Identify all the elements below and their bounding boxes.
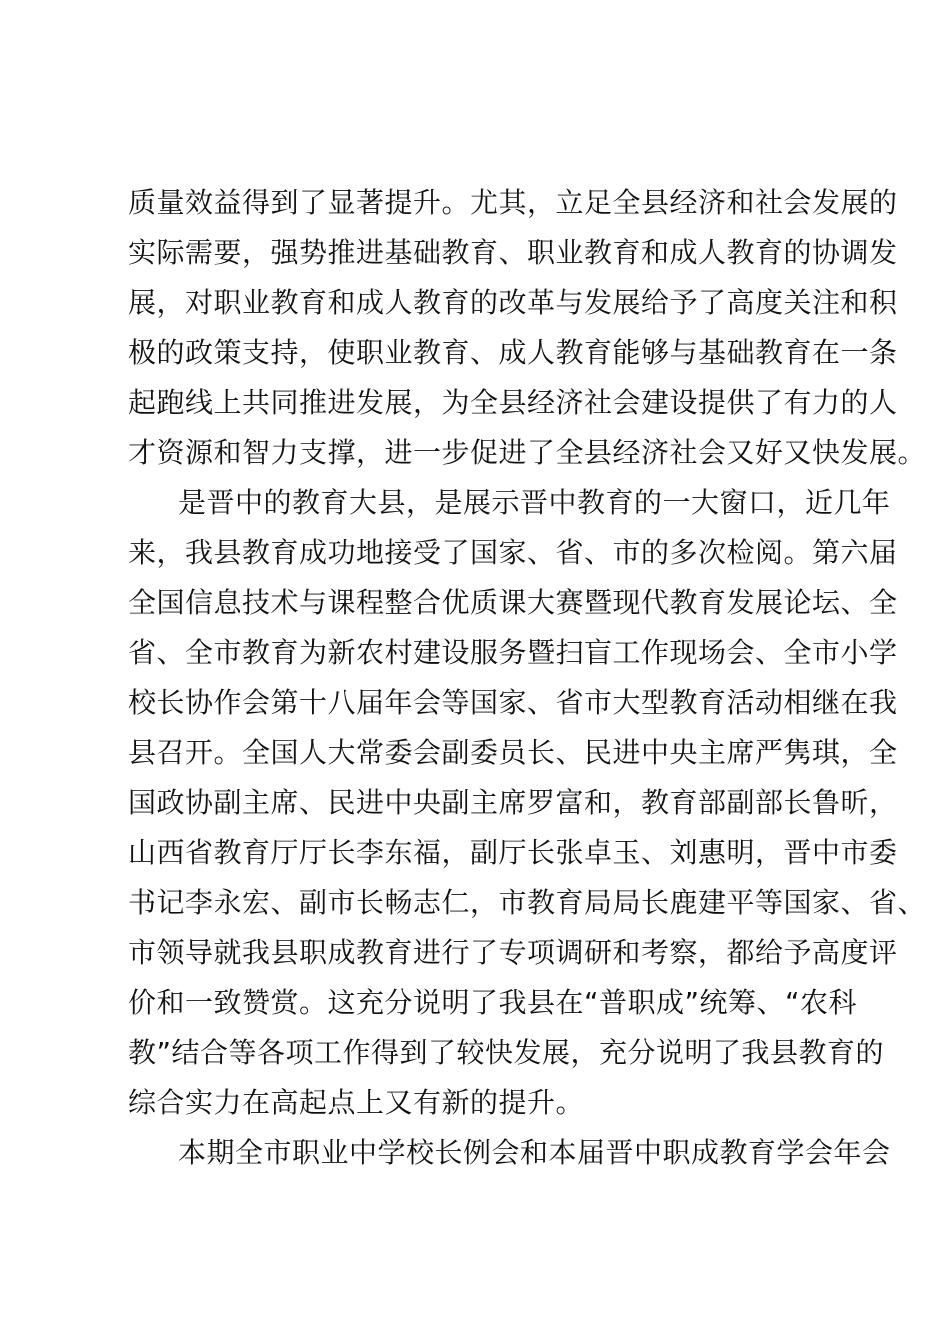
text-line: 才资源和智力支撑，进一步促进了全县经济社会又好又快发展。 bbox=[128, 436, 927, 469]
text-line: 展，对职业教育和成人教育的改革与发展给予了高度关注和积 bbox=[128, 286, 898, 319]
text-line: 书记李永宏、副市长畅志仁，市教育局局长鹿建平等国家、省、 bbox=[128, 886, 927, 919]
text-line: 教”结合等各项工作得到了较快发展，充分说明了我县教育的 bbox=[128, 1036, 885, 1069]
paragraph-first-line: 本期全市职业中学校长例会和本届晋中职成教育学会年会 bbox=[178, 1136, 891, 1169]
text-line: 县召开。全国人大常委会副委员长、民进中央主席严隽琪，全 bbox=[128, 736, 898, 769]
text-line: 市领导就我县职成教育进行了专项调研和考察，都给予高度评 bbox=[128, 936, 898, 969]
text-line: 国政协副主席、民进中央副主席罗富和，教育部副部长鲁昕， bbox=[128, 786, 898, 819]
text-line: 价和一致赞赏。这充分说明了我县在“普职成”统筹、“农科 bbox=[128, 986, 858, 1019]
text-line: 起跑线上共同推进发展，为全县经济社会建设提供了有力的人 bbox=[128, 386, 898, 419]
paragraph-first-line: 是晋中的教育大县，是展示晋中教育的一大窗口，近几年 bbox=[178, 486, 891, 519]
text-line: 来，我县教育成功地接受了国家、省、市的多次检阅。第六届 bbox=[128, 536, 898, 569]
text-line: 校长协作会第十八届年会等国家、省市大型教育活动相继在我 bbox=[128, 686, 898, 719]
text-line: 省、全市教育为新农村建设服务暨扫盲工作现场会、全市小学 bbox=[128, 636, 898, 669]
text-line: 山西省教育厅厅长李东福，副厅长张卓玉、刘惠明，晋中市委 bbox=[128, 836, 898, 869]
text-line: 极的政策支持，使职业教育、成人教育能够与基础教育在一条 bbox=[128, 336, 898, 369]
text-line: 实际需要，强势推进基础教育、职业教育和成人教育的协调发 bbox=[128, 236, 898, 269]
text-line: 综合实力在高起点上又有新的提升。 bbox=[128, 1086, 585, 1119]
text-line: 质量效益得到了显著提升。尤其，立足全县经济和社会发展的 bbox=[128, 186, 898, 219]
text-line: 全国信息技术与课程整合优质课大赛暨现代教育发展论坛、全 bbox=[128, 586, 898, 619]
